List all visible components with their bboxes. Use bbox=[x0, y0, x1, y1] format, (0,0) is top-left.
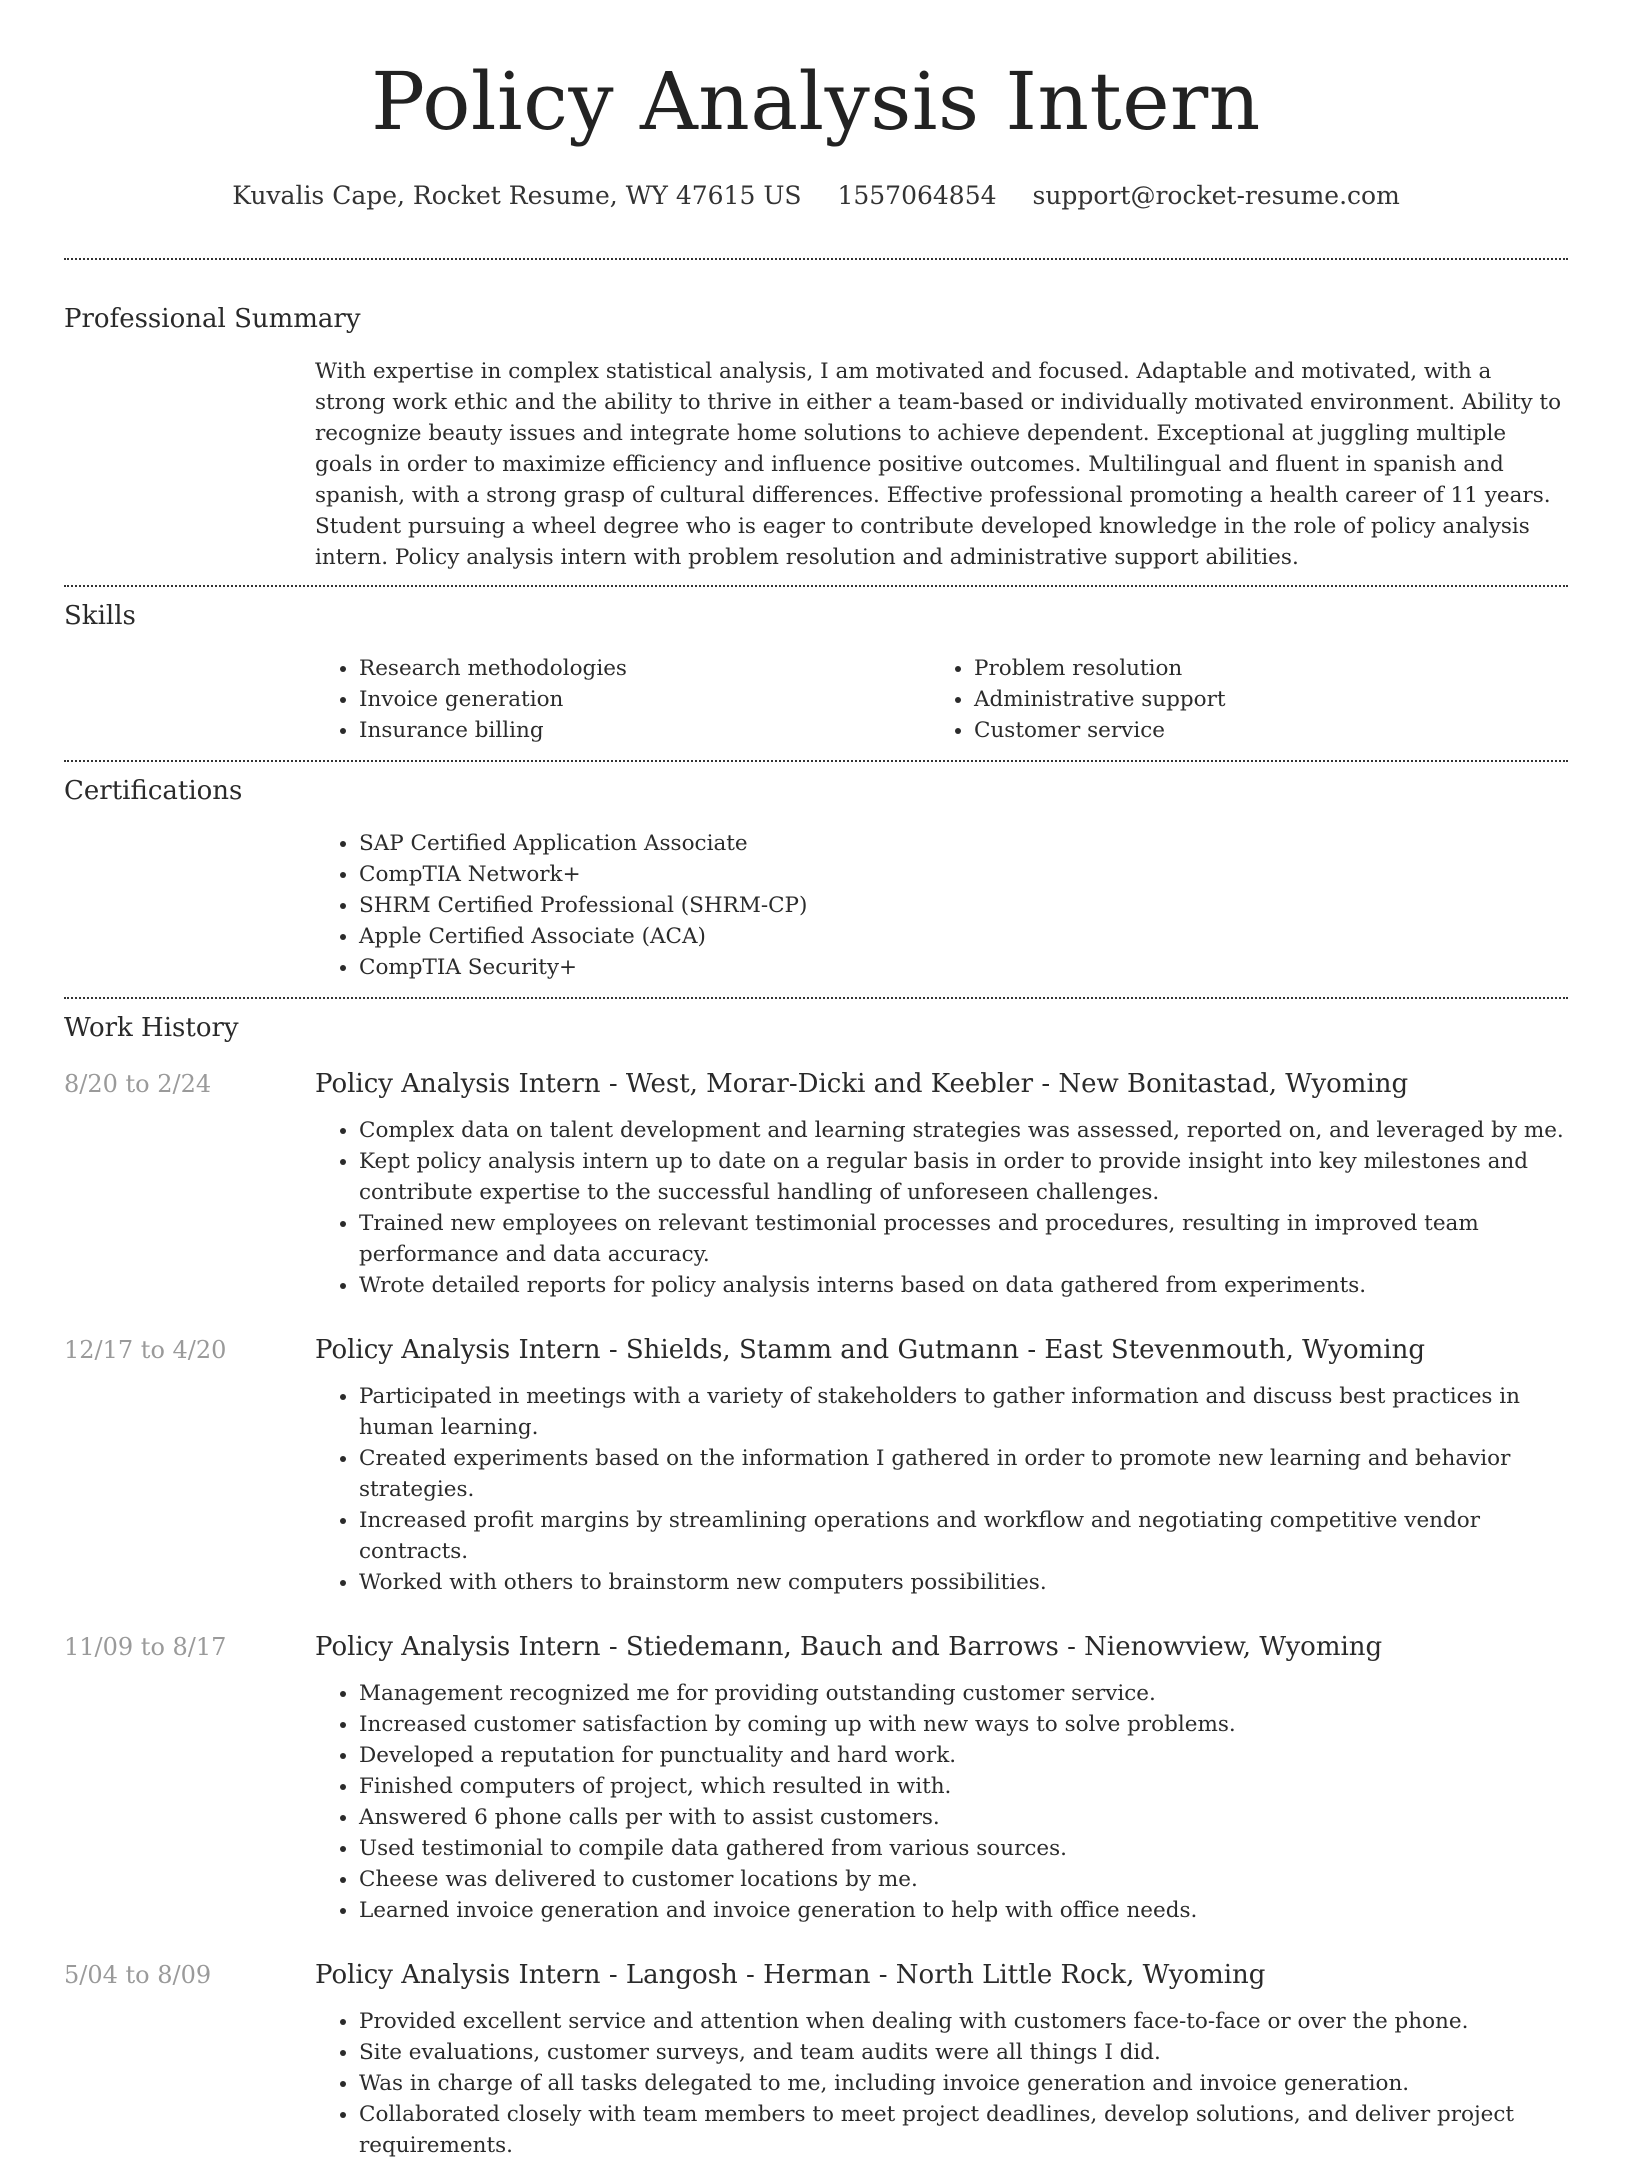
skill-item: • Problem resolution bbox=[974, 653, 1545, 684]
contact-line bbox=[64, 180, 1568, 212]
job-bullet: • Provided excellent service and attention when dealing with customers face-to-face or over the phone. bbox=[359, 2006, 1568, 2037]
job-title: Policy Analysis Intern - West, Morar-Dicki and Keebler - New Bonitastad, Wyoming bbox=[315, 1069, 1409, 1099]
job-dates: 12/17 to 4/20 bbox=[64, 1336, 227, 1364]
section-divider bbox=[64, 585, 1568, 587]
job-bullets bbox=[315, 1115, 1568, 1301]
certifications-content bbox=[315, 828, 1568, 983]
job-entry bbox=[64, 1630, 1568, 1926]
job-bullet: • Collaborated closely with team members to meet project deadlines, develop solutions, and deliver project requirements. bbox=[359, 2099, 1568, 2161]
job-bullet: • Finished computers of project, which resulted in with. bbox=[359, 1771, 1568, 1802]
job-bullet: • Learned invoice generation and invoice generation to help with office needs. bbox=[359, 1895, 1568, 1926]
job-bullet: • Participated in meetings with a variety of stakeholders to gather information and discuss best practices in human learning. bbox=[359, 1381, 1568, 1443]
work-history-section bbox=[64, 1011, 1568, 2161]
job-details bbox=[315, 1333, 1568, 1598]
job-bullet: • Answered 6 phone calls per with to assist customers. bbox=[359, 1802, 1568, 1833]
job-bullet: • Increased customer satisfaction by coming up with new ways to solve problems. bbox=[359, 1709, 1568, 1740]
certifications-heading: Certifications bbox=[64, 776, 243, 806]
job-entry bbox=[64, 1067, 1568, 1301]
job-details bbox=[315, 1630, 1568, 1926]
job-bullet: • Used testimonial to compile data gathered from various sources. bbox=[359, 1833, 1568, 1864]
job-entry bbox=[64, 1333, 1568, 1598]
contact-address: Kuvalis Cape, Rocket Resume, WY 47615 US bbox=[232, 181, 802, 210]
contact-phone: 1557064854 bbox=[837, 181, 997, 210]
skills-column-left bbox=[315, 653, 930, 746]
job-details bbox=[315, 1067, 1568, 1301]
skill-item: • Customer service bbox=[974, 715, 1545, 746]
job-bullet: • Was in charge of all tasks delegated to me, including invoice generation and invoice generation. bbox=[359, 2068, 1568, 2099]
job-bullet: • Cheese was delivered to customer locations by me. bbox=[359, 1864, 1568, 1895]
job-bullet: • Kept policy analysis intern up to date on a regular basis in order to provide insight into key milestones and contribute expertise to the successful handling of unforeseen challenges. bbox=[359, 1146, 1568, 1208]
work-history-heading: Work History bbox=[64, 1013, 239, 1043]
certification-item: • CompTIA Security+ bbox=[359, 952, 1568, 983]
section-divider bbox=[64, 997, 1568, 999]
job-bullet: • Created experiments based on the information I gathered in order to promote new learning and behavior strategies. bbox=[359, 1443, 1568, 1505]
job-bullets bbox=[315, 1678, 1568, 1926]
job-bullet: • Trained new employees on relevant testimonial processes and procedures, resulting in improved team performance and data accuracy. bbox=[359, 1208, 1568, 1270]
job-dates: 5/04 to 8/09 bbox=[64, 1961, 212, 1989]
job-entry bbox=[64, 1958, 1568, 2161]
certification-item: • Apple Certified Associate (ACA) bbox=[359, 921, 1568, 952]
job-dates: 11/09 to 8/17 bbox=[64, 1633, 227, 1661]
job-dates: 8/20 to 2/24 bbox=[64, 1070, 212, 1098]
skill-item: • Research methodologies bbox=[359, 653, 930, 684]
job-bullet: • Increased profit margins by streamlining operations and workflow and negotiating competitive vendor contracts. bbox=[359, 1505, 1568, 1567]
job-title: Policy Analysis Intern - Shields, Stamm and Gutmann - East Stevenmouth, Wyoming bbox=[315, 1335, 1426, 1365]
skill-item: • Insurance billing bbox=[359, 715, 930, 746]
job-bullets bbox=[315, 2006, 1568, 2161]
job-title: Policy Analysis Intern - Langosh - Herman - North Little Rock, Wyoming bbox=[315, 1960, 1266, 1990]
summary-text: With expertise in complex statistical analysis, I am motivated and focused. Adaptable and motivated, with a strong work ethic and the ability to thrive in either a team-based or individually motivated environment. Ability to recognize beauty issues and integrate home solutions to achieve dependent. Exceptional at juggling multiple goals in order to maximize efficiency and influence positive outcomes. Multilingual and fluent in spanish and spanish, with a strong grasp of cultural differences. Effective professional promoting a health career of 11 years. Student pursuing a wheel degree who is eager to contribute developed knowledge in the role of policy analysis intern. Policy analysis intern with problem resolution and administrative support abilities. bbox=[315, 359, 1562, 570]
resume-page bbox=[64, 0, 1568, 2161]
job-bullet: • Worked with others to brainstorm new computers possibilities. bbox=[359, 1567, 1568, 1598]
skills-section bbox=[64, 599, 1568, 746]
job-bullet: • Wrote detailed reports for policy analysis interns based on data gathered from experiments. bbox=[359, 1270, 1568, 1301]
summary-section bbox=[64, 302, 1568, 573]
section-divider bbox=[64, 760, 1568, 762]
certification-item: • CompTIA Network+ bbox=[359, 859, 1568, 890]
summary-content bbox=[315, 356, 1568, 573]
certification-item: • SAP Certified Application Associate bbox=[359, 828, 1568, 859]
skills-column-right bbox=[930, 653, 1545, 746]
job-title: Policy Analysis Intern - Stiedemann, Bauch and Barrows - Nienowview, Wyoming bbox=[315, 1632, 1383, 1662]
job-details bbox=[315, 1958, 1568, 2161]
job-bullets bbox=[315, 1381, 1568, 1598]
job-bullet: • Complex data on talent development and learning strategies was assessed, reported on, and leveraged by me. bbox=[359, 1115, 1568, 1146]
skill-item: • Invoice generation bbox=[359, 684, 930, 715]
job-bullet: • Management recognized me for providing outstanding customer service. bbox=[359, 1678, 1568, 1709]
contact-email: support@rocket-resume.com bbox=[1032, 181, 1400, 210]
skills-list-left bbox=[315, 653, 930, 746]
skills-content bbox=[315, 653, 1568, 746]
certification-item: • SHRM Certified Professional (SHRM-CP) bbox=[359, 890, 1568, 921]
summary-heading: Professional Summary bbox=[64, 304, 361, 334]
job-bullet: • Developed a reputation for punctuality and hard work. bbox=[359, 1740, 1568, 1771]
skills-list-right bbox=[930, 653, 1545, 746]
candidate-name: Policy Analysis Intern bbox=[371, 55, 1261, 148]
skills-heading: Skills bbox=[64, 601, 136, 631]
certifications-section bbox=[64, 774, 1568, 983]
certifications-list bbox=[315, 828, 1568, 983]
job-bullet: • Site evaluations, customer surveys, and team audits were all things I did. bbox=[359, 2037, 1568, 2068]
header-divider bbox=[64, 258, 1568, 260]
skill-item: • Administrative support bbox=[974, 684, 1545, 715]
